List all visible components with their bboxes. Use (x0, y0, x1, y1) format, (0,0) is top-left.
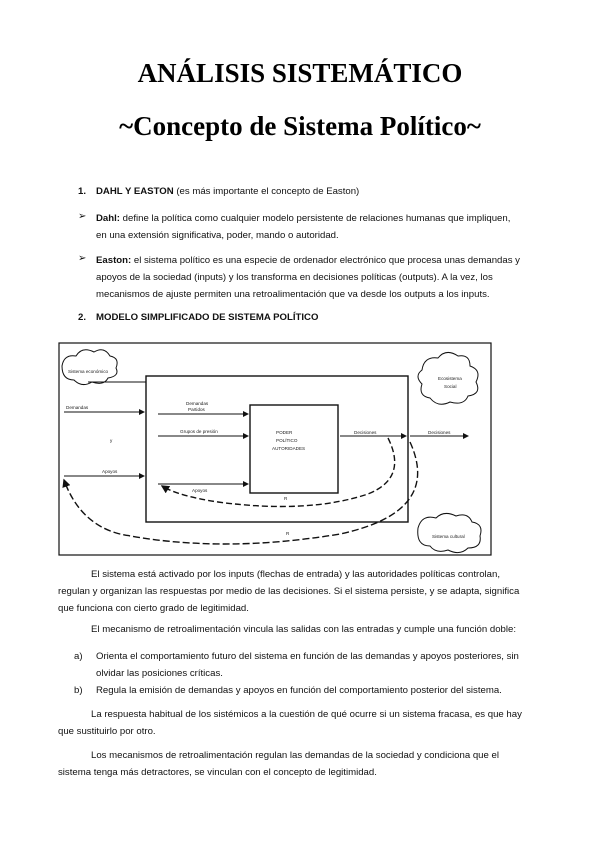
label-r-inner: R (284, 496, 288, 501)
label-core-1: PODER (276, 430, 293, 435)
paragraph-4-line2: sistema tenga más detractores, se vinculan con el concepto de legitimidad. (58, 767, 377, 778)
page-title: ANÁLISIS SISTEMÁTICO (137, 58, 463, 88)
paragraph-1-line3: que funciona con cierto grado de legitimidad. (58, 603, 249, 614)
cloud-bottom (418, 513, 481, 552)
bullet-dahl-line2: en una extensión significativa, poder, mando o autoridad. (96, 230, 339, 241)
bullet-easton-line1 (96, 252, 542, 269)
section2-number: 2. (78, 312, 87, 323)
list-b-marker: b) (74, 685, 83, 696)
paragraph-4-line1: Los mecanismos de retroalimentación regulan las demandas de la sociedad y condiciona que el (91, 750, 499, 761)
bullet-dahl-line1 (96, 210, 542, 227)
label-core-2: POLÍTICO (276, 438, 298, 443)
section1-number: 1. (78, 186, 87, 197)
page-subtitle: ~Concepto de Sistema Político~ (119, 111, 481, 141)
list-a (96, 648, 542, 682)
label-r-outer: R (286, 531, 290, 536)
bullet-easton-text1: el sistema político es una especie de ordenador electrónico que procesa unas demandas y (133, 255, 520, 266)
paragraph-1-line2: regulan y organizan las respuestas por medio de las decisiones. Si el sistema persiste, y se adapta, significa (58, 586, 520, 597)
paragraph-1 (58, 566, 542, 617)
list-a-line1: Orienta el comportamiento futuro del sistema en función de las demandas y apoyos posteriores, sin (96, 651, 519, 662)
label-core-3: AUTORIDADES (272, 446, 306, 451)
bullet-dahl (96, 210, 542, 244)
paragraph-4 (58, 747, 542, 781)
bullet-dahl-text1: define la política como cualquier modelo persistente de relaciones humanas que impliquen, (122, 213, 511, 224)
section1-heading-line (96, 183, 359, 200)
label-demandas: Demandas (186, 401, 209, 406)
bullet-easton-line3: mecanismos de ajuste permiten una retroalimentación que va desde los outputs a los inputs. (96, 289, 490, 300)
cloud-right-label1: Ecosistema (438, 376, 462, 381)
section1-note: (es más importante el concepto de Easton) (176, 186, 360, 197)
list-a-line2: olvidar las posiciones críticas. (96, 668, 223, 679)
label-left-demandas: Demandas (66, 405, 89, 410)
section2-heading: MODELO SIMPLIFICADO DE SISTEMA POLÍTICO (96, 312, 319, 323)
political-system-diagram (58, 342, 492, 556)
cloud-left-label: Sistema económico (68, 369, 109, 374)
label-grupos: Grupos de presión (180, 429, 218, 434)
label-partidos: Partidos (188, 407, 205, 412)
paragraph-3-line1: La respuesta habitual de los sistémicos a la cuestión de qué ocurre si un sistema fracasa, es que hay (91, 709, 522, 720)
feedback-outer (64, 442, 418, 544)
bullet-marker-dahl: ➢ (78, 211, 87, 222)
cloud-right-label2: Social (444, 384, 457, 389)
label-decisiones-inner: Decisiones (354, 430, 377, 435)
label-decisiones-outer: Decisiones (428, 430, 451, 435)
list-a-marker: a) (74, 651, 83, 662)
label-left-apoyos: Apoyos (102, 469, 118, 474)
paragraph-2: El mecanismo de retroalimentación vincula las salidas con las entradas y cumple una función doble: (91, 624, 517, 635)
cloud-left (62, 350, 117, 385)
section1-heading: DAHL Y EASTON (96, 186, 174, 197)
paragraph-3-line2: que sustituirlo por otro. (58, 726, 156, 737)
cloud-bottom-label: Sistema cultural (432, 534, 465, 539)
bullet-easton (96, 252, 542, 303)
paragraph-3 (58, 706, 542, 740)
bullet-easton-term: Easton: (96, 255, 132, 266)
paragraph-1-line1: El sistema está activado por los inputs (flechas de entrada) y las autoridades políticas controlan, (91, 569, 501, 580)
bullet-easton-line2: apoyos de la sociedad (inputs) y los transforma en decisiones políticas (outputs). A la vez, los (96, 272, 493, 283)
label-left-y: y (110, 438, 113, 443)
list-b: Regula la emisión de demandas y apoyos en función del comportamiento posterior del sistema. (96, 685, 502, 696)
bullet-dahl-term: Dahl: (96, 213, 120, 224)
bullet-marker-easton: ➢ (78, 253, 87, 264)
label-apoyos-inner: Apoyos (192, 488, 208, 493)
